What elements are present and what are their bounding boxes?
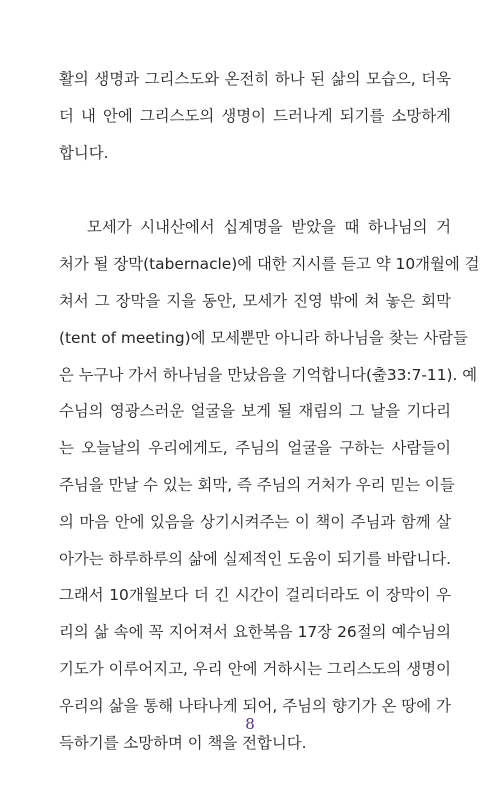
text-line: 의 마음 안에 있음을 상기시켜주는 이 책이 주님과 함께 살 (59, 512, 451, 531)
text-line: 아가는 하루하루의 삶에 실제적인 도움이 되기를 바랍니다. (59, 549, 451, 568)
page-number: 8 (245, 715, 255, 733)
text-line: 그래서 10개월보다 더 긴 시간이 걸리더라도 이 장막이 우 (59, 586, 451, 605)
text-line: 처가 될 장막(tabernacle)에 대한 지시를 듣고 약 10개월에 걸 (59, 255, 480, 274)
text-line: 모세가 시내산에서 십계명을 받았을 때 하나님의 거 (87, 218, 451, 237)
text-line: 기도가 이루어지고, 우리 안에 거하시는 그리스도의 생명이 (59, 659, 451, 678)
text-line: 수님의 영광스러운 얼굴을 보게 될 재림의 그 날을 기다리 (59, 402, 451, 421)
paragraph-1 (59, 61, 451, 171)
text-line: 더 내 안에 그리스도의 생명이 드러나게 되기를 소망하게 (59, 106, 451, 125)
text-line: 활의 생명과 그리스도와 온전히 하나 된 삶의 모습으, 더욱 (59, 70, 451, 88)
text-line: 쳐서 그 장막을 지을 동안, 모세가 진영 밖에 쳐 놓은 회막 (59, 291, 451, 310)
text-line: 합니다. (59, 143, 109, 162)
paragraph-2 (59, 209, 480, 761)
text-line: 득하기를 소망하며 이 책을 전합니다. (59, 733, 307, 752)
text-line: (tent of meeting)에 모세뿐만 아니라 하나님을 찾는 사람들 (59, 328, 468, 347)
paragraph-spacer (59, 171, 451, 209)
text-line: 우리의 삶을 통해 나타나게 되어, 주님의 향기가 온 땅에 가 (59, 696, 451, 715)
text-line: 은 누구나 가서 하나님을 만났음을 기억합니다(출33:7-11). 예 (59, 365, 478, 384)
text-line: 는 오늘날의 우리에게도, 주님의 얼굴을 구하는 사람들이 (59, 439, 451, 458)
text-line: 리의 삶 속에 꼭 지어져서 요한복음 17장 26절의 예수님의 (59, 623, 451, 642)
book-page-body (59, 61, 480, 761)
text-line: 주님을 만날 수 있는 회막, 즉 주님의 거처가 우리 믿는 이들 (59, 475, 455, 494)
